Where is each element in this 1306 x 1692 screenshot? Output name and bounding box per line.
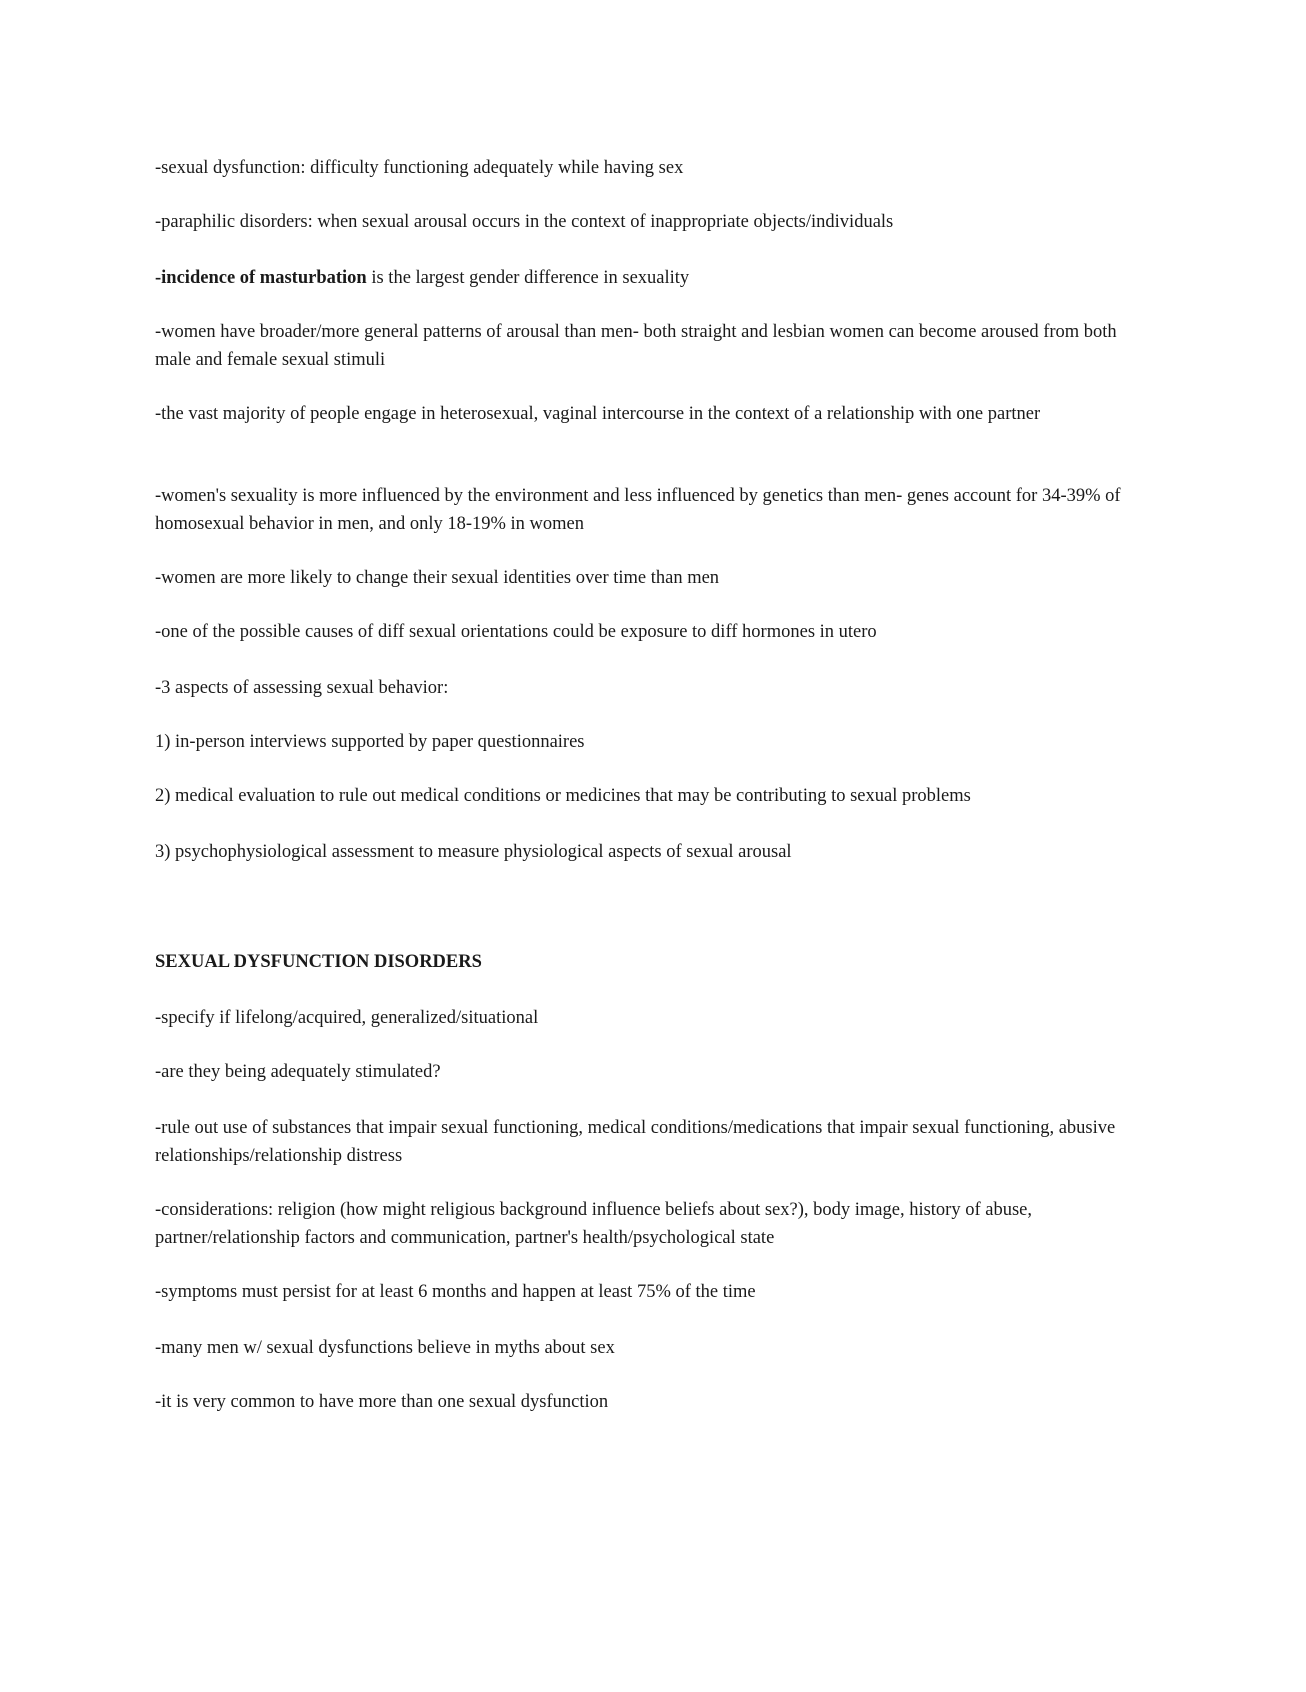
list-item-medical-evaluation: 2) medical evaluation to rule out medical conditions or medicines that may be contributing to sexual problems — [155, 786, 971, 806]
paragraph-sexual-dysfunction: -sexual dysfunction: difficulty functioning adequately while having sex — [155, 158, 684, 178]
paragraph-specify: -specify if lifelong/acquired, generalized/situational — [155, 1008, 539, 1028]
paragraph-environment-genetics: -women's sexuality is more influenced by the environment and less influenced by genetics than men- genes account for 34-39% of homosexual behavior in men, and only 18-19% in women — [155, 486, 1121, 534]
paragraph-paraphilic-disorders: -paraphilic disorders: when sexual arousal occurs in the context of inappropriate objects/individuals — [155, 212, 894, 232]
paragraph-masturbation — [155, 264, 1145, 292]
paragraph-duration: -symptoms must persist for at least 6 months and happen at least 75% of the time — [155, 1282, 756, 1302]
paragraph-heterosexual-majority: -the vast majority of people engage in heterosexual, vaginal intercourse in the context of a relationship with one partner — [155, 404, 1041, 424]
paragraph-comorbidity: -it is very common to have more than one sexual dysfunction — [155, 1392, 609, 1412]
list-item-interviews: 1) in-person interviews supported by paper questionnaires — [155, 732, 585, 752]
bold-term: -incidence of masturbation — [155, 268, 367, 288]
paragraph-considerations: -considerations: religion (how might religious background influence beliefs about sex?), body image, history of abuse, partner/relationship factors and communication, partner's health/psychological state — [155, 1200, 1032, 1248]
paragraph-stimulation: -are they being adequately stimulated? — [155, 1062, 441, 1082]
list-item-psychophysiological: 3) psychophysiological assessment to measure physiological aspects of sexual arousal — [155, 842, 792, 862]
paragraph-myths: -many men w/ sexual dysfunctions believe in myths about sex — [155, 1338, 615, 1358]
paragraph-arousal-patterns: -women have broader/more general patterns of arousal than men- both straight and lesbian women can become aroused from both male and female sexual stimuli — [155, 322, 1117, 370]
paragraph-hormones: -one of the possible causes of diff sexual orientations could be exposure to diff hormones in utero — [155, 622, 877, 642]
paragraph-assessment-aspects: -3 aspects of assessing sexual behavior: — [155, 678, 449, 698]
paragraph-identity-change: -women are more likely to change their sexual identities over time than men — [155, 568, 720, 588]
section-heading: SEXUAL DYSFUNCTION DISORDERS — [155, 952, 482, 972]
paragraph-rule-out: -rule out use of substances that impair sexual functioning, medical conditions/medications that impair sexual functioning, abusive relationships/relationship distress — [155, 1118, 1116, 1166]
paragraph-text: is the largest gender difference in sexuality — [366, 268, 690, 288]
